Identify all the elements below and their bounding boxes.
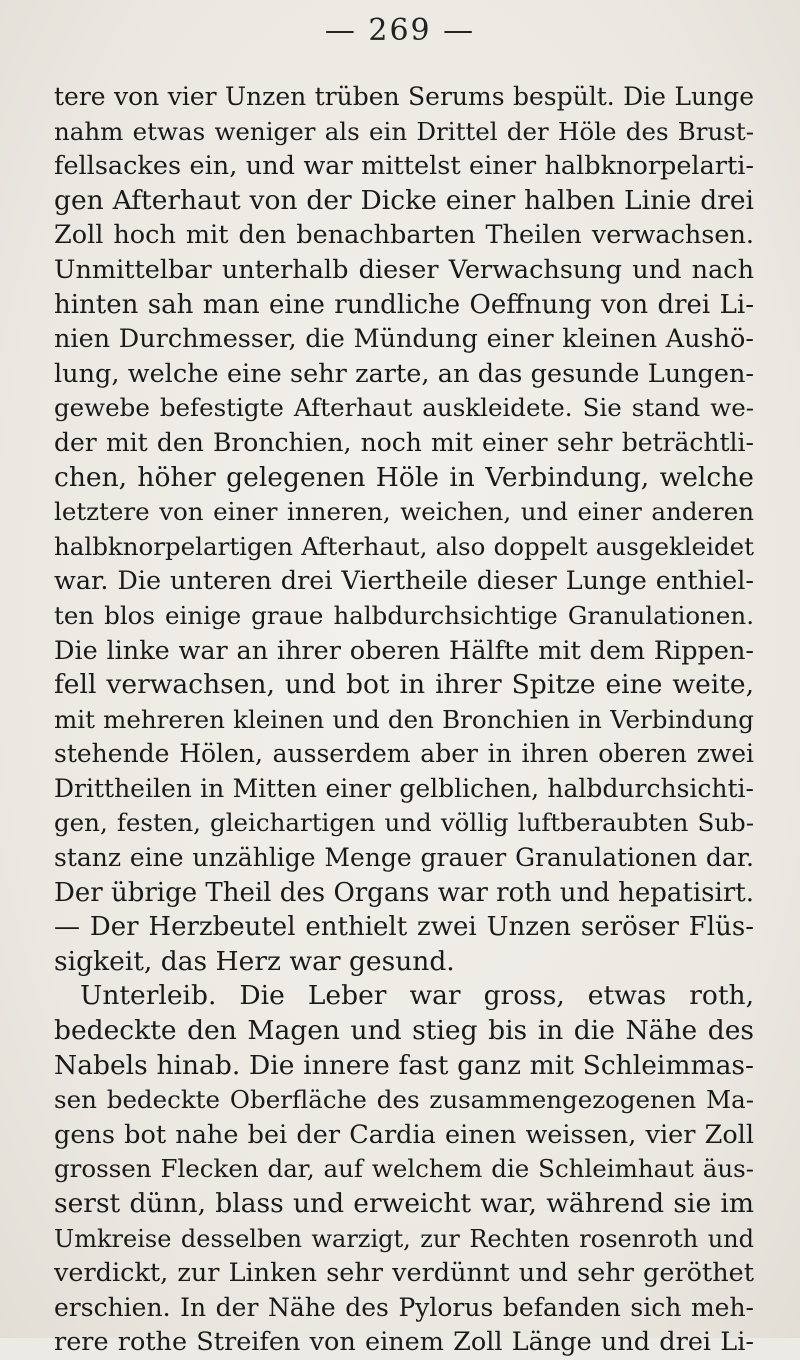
text-line: Unmittelbar unterhalb dieser Verwachsung und nach xyxy=(54,254,754,285)
text-line: rere rothe Streifen von einem Zoll Länge und drei Li- xyxy=(54,1327,754,1358)
text-line: sen bedeckte Oberfläche des zusammengezogenen Ma- xyxy=(54,1085,754,1115)
text-line: Drittheilen in Mitten einer gelblichen, halbdurchsichti- xyxy=(54,773,754,803)
text-line: mit mehreren kleinen und den Bronchien in Verbindung xyxy=(54,704,754,734)
text-line: lung, welche eine sehr zarte, an das gesunde Lungen- xyxy=(54,358,754,389)
text-line: erschien. In der Nähe des Pylorus befanden sich meh- xyxy=(54,1292,754,1322)
text-line: Umkreise desselben warzigt, zur Rechten rosenroth und xyxy=(54,1224,754,1253)
text-line: serst dünn, blass und erweicht war, während sie im xyxy=(54,1188,754,1219)
section-heading-line: Unterleib. Die Leber war gross, etwas roth, xyxy=(80,980,754,1012)
text-line: gens bot nahe bei der Cardia einen weissen, vier Zoll xyxy=(54,1119,754,1150)
text-line: chen, höher gelegenen Höle in Verbindung, welche xyxy=(54,461,754,493)
text-line: gen Afterhaut von der Dicke einer halben Linie drei xyxy=(54,184,754,216)
text-line: sigkeit, das Herz war gesund. xyxy=(54,945,455,977)
text-line: stanz eine unzählige Menge grauer Granulationen dar. xyxy=(54,843,754,873)
text-line: grossen Flecken dar, auf welchem die Schleimhaut äus- xyxy=(54,1154,754,1184)
text-line: halbknorpelartigen Afterhaut, also doppelt ausgekleidet xyxy=(54,531,754,561)
text-line: — Der Herzbeutel enthielt zwei Unzen seröser Flüs- xyxy=(54,912,754,943)
text-line: Zoll hoch mit den benachbarten Theilen verwachsen. xyxy=(54,220,754,251)
text-line: Die linke war an ihrer oberen Hälfte mit dem Rippen- xyxy=(54,635,754,666)
text-line: bedeckte den Magen und stieg bis in die Nähe des xyxy=(54,1015,754,1047)
text-line: der mit den Bronchien, noch mit einer sehr beträchtli- xyxy=(54,427,754,457)
text-line: ten blos einige graue halbdurchsichtige Granulationen. xyxy=(54,600,754,630)
text-line: nahm etwas weniger als ein Drittel der Höle des Brust- xyxy=(54,116,754,146)
text-line: stehende Hölen, ausserdem aber in ihren oberen zwei xyxy=(54,739,754,769)
text-line: tere von vier Unzen trüben Serums bespült. Die Lunge xyxy=(54,82,754,111)
text-line: gen, festen, gleichartigen und völlig luftberaubten Sub- xyxy=(54,808,754,838)
text-line: verdickt, zur Linken sehr verdünnt und sehr geröthet xyxy=(54,1258,754,1289)
text-line: Nabels hinab. Die innere fast ganz mit Schleimmas- xyxy=(54,1049,754,1081)
text-line: war. Die unteren drei Viertheile dieser Lunge enthiel- xyxy=(54,566,754,597)
text-line: gewebe befestigte Afterhaut auskleidete. Sie stand we- xyxy=(54,393,754,423)
text-line: Der übrige Theil des Organs war roth und hepatisirt. xyxy=(54,877,754,908)
text-line: fellsackes ein, und war mittelst einer halbknorpelarti- xyxy=(54,151,754,182)
page-number: — 269 — xyxy=(324,13,476,48)
text-line: nien Durchmesser, die Mündung einer kleinen Aushö- xyxy=(54,324,754,355)
text-line: letztere von einer inneren, weichen, und einer anderen xyxy=(54,497,754,527)
text-line: hinten sah man eine rundliche Oeffnung von drei Li- xyxy=(54,289,754,320)
body-text xyxy=(54,80,754,1360)
text-line: fell verwachsen, und bot in ihrer Spitze eine weite, xyxy=(54,669,754,701)
